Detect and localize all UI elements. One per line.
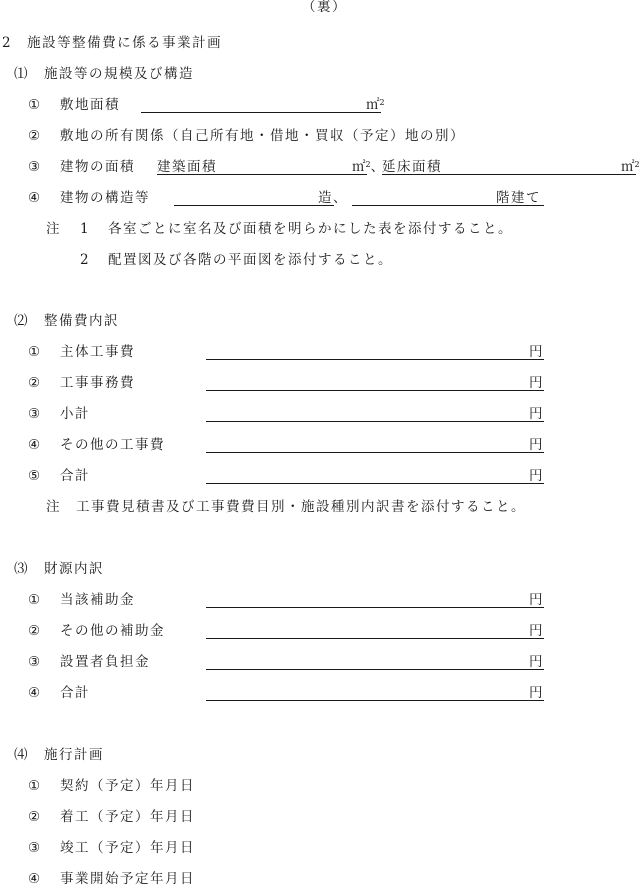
part3-title: ⑶ 財源内訳 — [14, 561, 104, 577]
site-area-field[interactable] — [141, 112, 381, 113]
item-label: その他の工事費 — [60, 437, 165, 453]
contract-date-label: 契約（予定）年月日 — [60, 778, 195, 794]
item-label: 主体工事費 — [60, 344, 135, 360]
item-number: ① — [28, 778, 42, 794]
subsidy-field[interactable] — [206, 607, 544, 608]
item-number: ② — [28, 128, 42, 144]
subtotal-field[interactable] — [206, 421, 544, 422]
item-label: その他の補助金 — [60, 623, 165, 639]
item-label: 敷地の所有関係（自己所有地・借地・買収（予定）地の別） — [60, 128, 465, 144]
floor-count-suffix: 階建て — [496, 190, 541, 206]
item-label: 建物の面積 — [60, 159, 135, 175]
structure-type-field[interactable] — [174, 205, 334, 206]
part2-title: ⑵ 整備費内訳 — [14, 313, 119, 329]
building-area-field[interactable] — [157, 174, 367, 175]
yen-unit: 円 — [529, 468, 544, 484]
yen-unit: 円 — [529, 406, 544, 422]
item-number: ① — [28, 97, 42, 113]
note-number: 1 — [80, 221, 91, 237]
item-number: ② — [28, 623, 42, 639]
item-number: ④ — [28, 685, 42, 701]
yen-unit: 円 — [529, 592, 544, 608]
unit-square-meter: ㎡$^2$ — [621, 159, 640, 175]
yen-unit: 円 — [529, 685, 544, 701]
item-number: ⑤ — [28, 468, 42, 484]
item-label: 合計 — [60, 685, 90, 701]
note-prefix: 注 — [46, 499, 61, 515]
completion-date-label: 竣工（予定）年月日 — [60, 840, 195, 856]
other-subsidy-field[interactable] — [206, 638, 544, 639]
part1-title: ⑴ 施設等の規模及び構造 — [14, 66, 194, 82]
item-number: ① — [28, 344, 42, 360]
item-number: ③ — [28, 654, 42, 670]
construction-admin-cost-field[interactable] — [206, 390, 544, 391]
unit-square-meter: ㎡$^2$ — [366, 97, 385, 113]
item-label: 工事事務費 — [60, 375, 135, 391]
section-title: 2 施設等整備費に係る事業計画 — [2, 35, 223, 51]
part4-title: ⑷ 施行計画 — [14, 747, 104, 763]
item-label: 敷地面積 — [60, 97, 120, 113]
other-construction-cost-field[interactable] — [206, 452, 544, 453]
item-number: ③ — [28, 406, 42, 422]
note-text: 各室ごとに室名及び面積を明らかにした表を添付すること。 — [108, 221, 513, 237]
start-date-label: 着工（予定）年月日 — [60, 809, 195, 825]
note-text: 配置図及び各階の平面図を添付すること。 — [108, 252, 393, 268]
yen-unit: 円 — [529, 654, 544, 670]
total-cost-field[interactable] — [206, 483, 544, 484]
yen-unit: 円 — [529, 375, 544, 391]
item-label: 設置者負担金 — [60, 654, 150, 670]
yen-unit: 円 — [529, 437, 544, 453]
item-number: ② — [28, 375, 42, 391]
item-number: ④ — [28, 437, 42, 453]
structure-suffix: 造、 — [318, 190, 348, 206]
item-label: 合計 — [60, 468, 90, 484]
item-number: ① — [28, 592, 42, 608]
item-label: 小計 — [60, 406, 90, 422]
item-number: ④ — [28, 190, 42, 206]
item-number: ④ — [28, 871, 42, 887]
note-prefix: 注 — [46, 221, 61, 237]
item-label: 当該補助金 — [60, 592, 135, 608]
item-number: ② — [28, 809, 42, 825]
founder-share-field[interactable] — [206, 669, 544, 670]
page-header: （裏） — [302, 0, 347, 15]
item-number: ③ — [28, 840, 42, 856]
yen-unit: 円 — [529, 623, 544, 639]
item-number: ③ — [28, 159, 42, 175]
building-area-label: 建築面積 — [157, 159, 217, 175]
unit-square-meter: ㎡$^2$、 — [352, 159, 385, 175]
note-text: 工事費見積書及び工事費費目別・施設種別内訳書を添付すること。 — [76, 499, 526, 515]
floor-area-field[interactable] — [382, 174, 636, 175]
note-number: 2 — [80, 252, 91, 268]
item-label: 建物の構造等 — [60, 190, 150, 206]
main-construction-cost-field[interactable] — [206, 359, 544, 360]
funding-total-field[interactable] — [206, 700, 544, 701]
floor-area-label: 延床面積 — [382, 159, 442, 175]
business-start-date-label: 事業開始予定年月日 — [60, 871, 195, 887]
yen-unit: 円 — [529, 344, 544, 360]
